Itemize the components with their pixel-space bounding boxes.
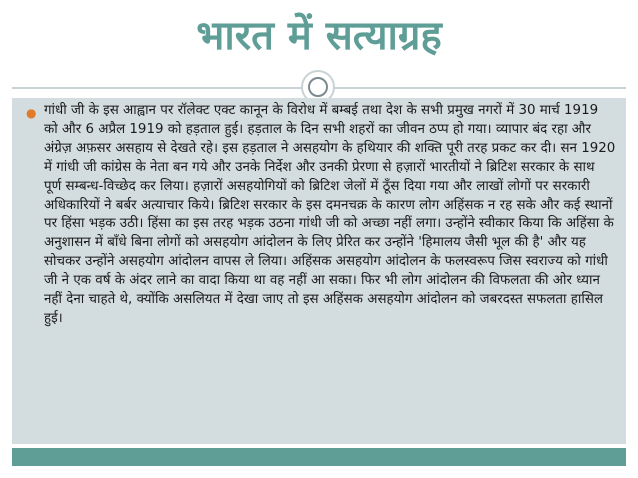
- content-panel: [12, 98, 626, 444]
- bottom-bar: [12, 448, 626, 466]
- ring-ornament-inner: [308, 77, 328, 97]
- orange-dot-icon: ●: [26, 106, 37, 120]
- body-paragraph: गांधी जी के इस आह्वान पर रॉलेक्ट एक्ट कानून के विरोध में बम्बई तथा देश के सभी प्रमुख नगरों में 30 मार्च 1919 को और 6 अप्रैल 1919 को हड़ताल हुई। हड़ताल के दिन सभी शहरों का जीवन ठप्प हो गया। व्यापार बंद रहा और अंग्रेज़ अफ़सर असहाय से देखते रहे। इस हड़ताल ने असहयोग के हथियार की शक्ति पूरी तरह प्रकट कर दी। सन 1920 में गांधी जी कांग्रेस के नेता बन गये और उनके निर्देश और उनकी प्रेरणा से हज़ारों भारतीयों ने ब्रिटिश सरकार के साथ पूर्ण सम्बन्ध-विच्छेद कर लिया। हज़ारों असहयोगियों को ब्रिटिश जेलों में ठूँस दिया गया और लाखों लोगों पर सरकारी अधिकारियों ने बर्बर अत्याचार किये। ब्रिटिश सरकार के इस दमनचक्र के कारण लोग अहिंसक न रह सके और कई स्थानों पर हिंसा भड़क उठी। हिंसा का इस तरह भड़क उठना गांधी जी को अच्छा नहीं लगा। उन्होंने स्वीकार किया कि अहिंसा के अनुशासन में बाँधे बिना लोगों को असहयोग आंदोलन के लिए प्रेरित कर उन्होंने 'हिमालय जैसी भूल की है' और यह सोचकर उन्होंने असहयोग आंदोलन वापस ले लिया। अहिंसक असहयोग आंदोलन के फलस्वरूप जिस स्वराज्य को गांधी जी ने एक वर्ष के अंदर लाने का वादा किया था वह नहीं आ सका। फिर भी लोग आंदोलन की विफलता की ओर ध्यान नहीं देना चाहते थे, क्योंकि असलियत में देखा जाए तो इस अहिंसक असहयोग आंदोलन को जबरदस्त सफलता हासिल हुई।: [44, 103, 616, 326]
- slide-title: भारत में सत्याग्रह: [196, 12, 442, 59]
